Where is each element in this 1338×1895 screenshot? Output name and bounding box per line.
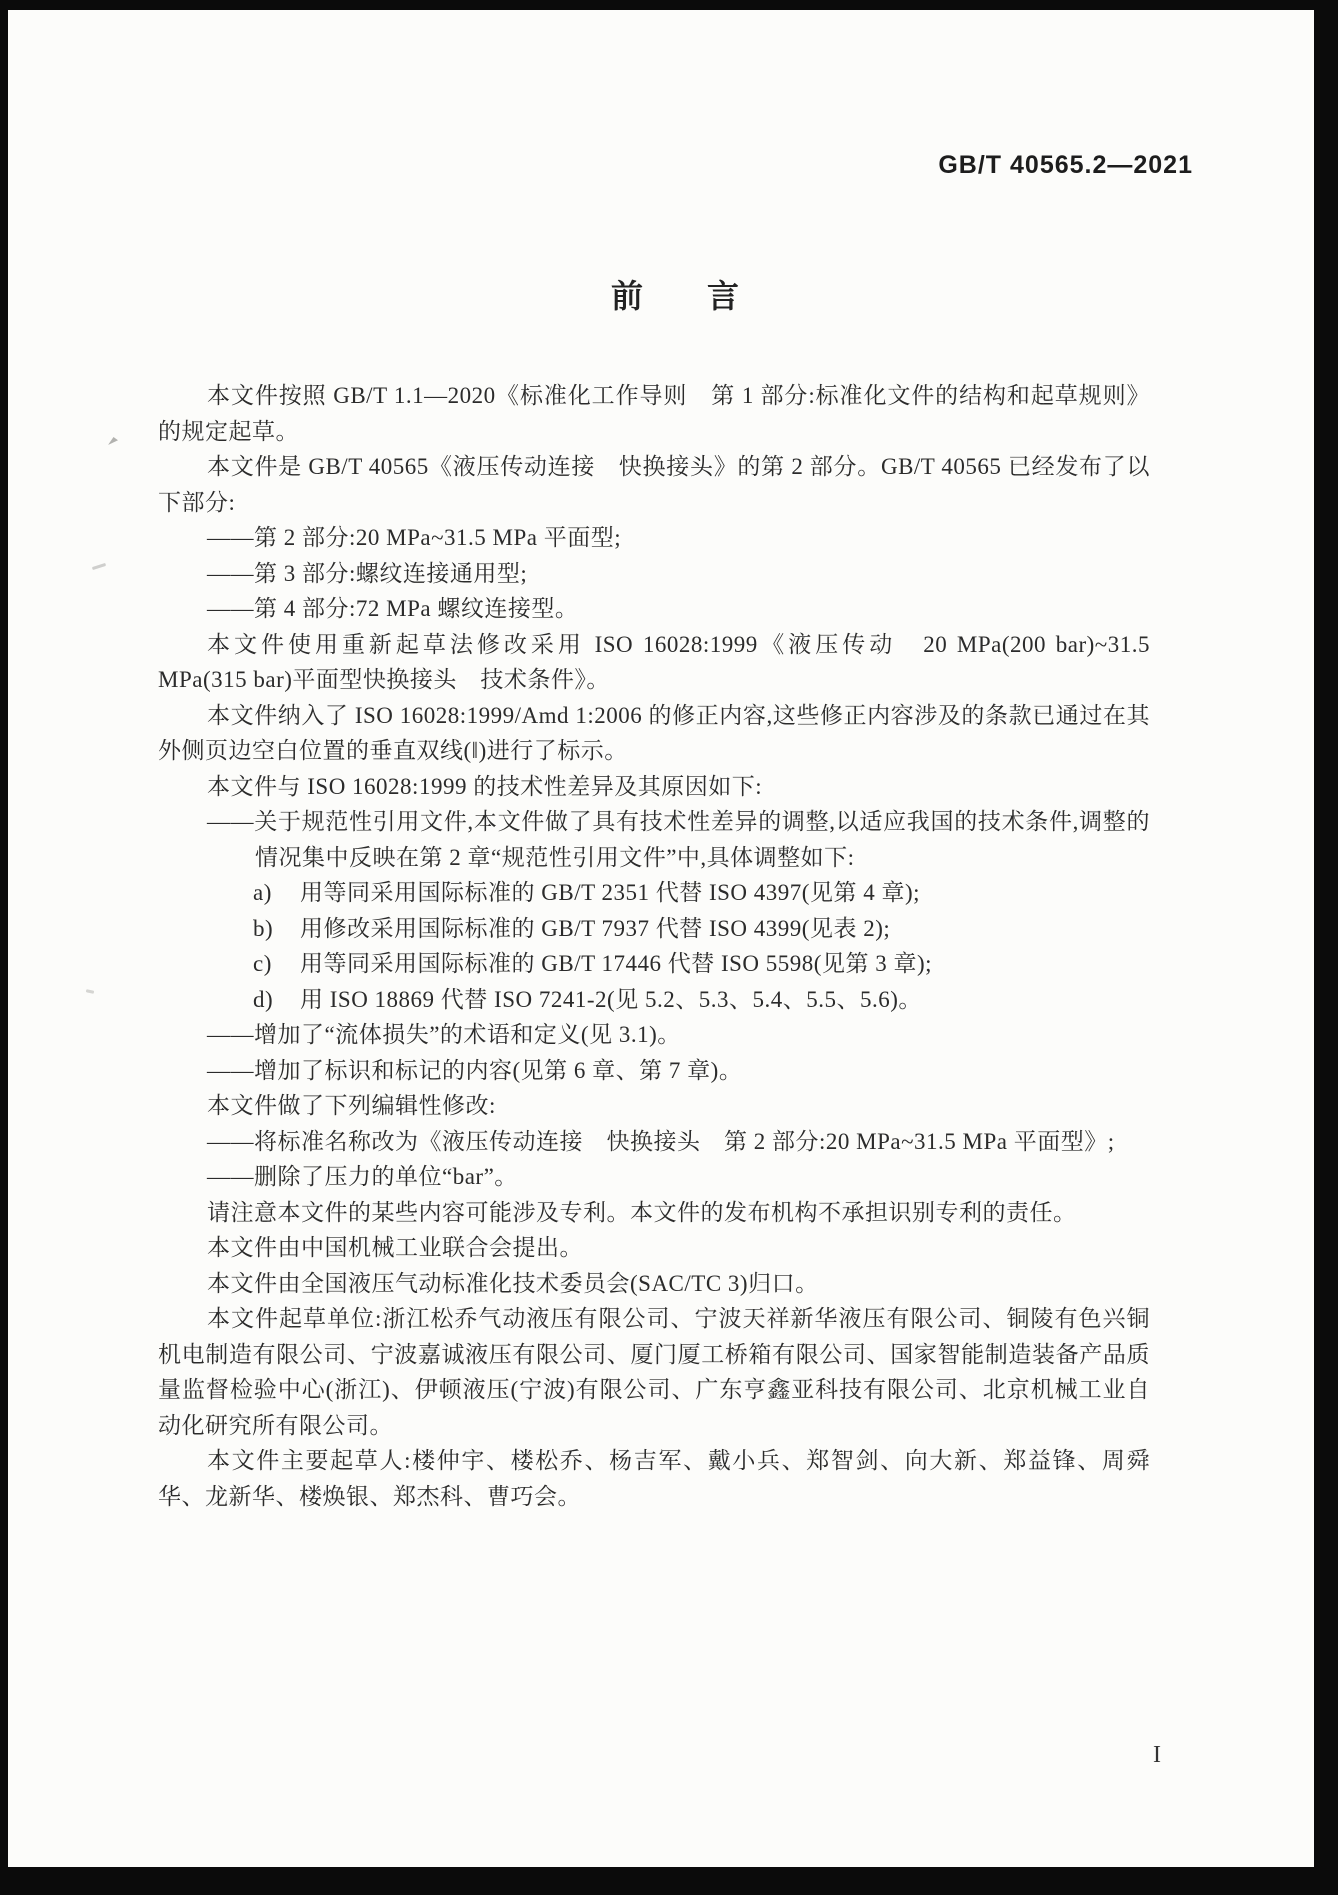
document-body (158, 378, 1150, 1514)
standard-code: GB/T 40565.2—2021 (938, 151, 1193, 179)
letter-list-item (158, 875, 1150, 911)
page-title: 前 言 (610, 278, 739, 314)
list-item-text: 用修改采用国际标准的 GB/T 7937 代替 ISO 4399(见表 2); (300, 915, 891, 941)
dash-list-item: ——增加了标识和标记的内容(见第 6 章、第 7 章)。 (207, 1057, 743, 1083)
paragraph: 本文件由全国液压气动标准化技术委员会(SAC/TC 3)归口。 (207, 1270, 819, 1296)
list-item-label: b) (253, 915, 274, 941)
paragraph: 本文件主要起草人:楼仲宇、楼松乔、杨吉军、戴小兵、郑智剑、向大新、郑益锋、周舜华、龙新华、楼焕银、郑杰科、曹巧会。 (158, 1448, 1150, 1509)
list-item-text: 用等同采用国际标准的 GB/T 17446 代替 ISO 5598(见第 3 章); (300, 951, 932, 976)
paragraph: 请注意本文件的某些内容可能涉及专利。本文件的发布机构不承担识别专利的责任。 (207, 1199, 1077, 1225)
dash-list-item: ——删除了压力的单位“bar”。 (207, 1164, 518, 1189)
paragraph: 本文件是 GB/T 40565《液压传动连接 快换接头》的第 2 部分。GB/T 40565 已经发布了以下部分: (158, 454, 1150, 515)
page-number: I (1153, 1742, 1161, 1768)
list-item-text: 用等同采用国际标准的 GB/T 2351 代替 ISO 4397(见第 4 章); (300, 880, 920, 905)
dash-list-item: ——关于规范性引用文件,本文件做了具有技术性差异的调整,以适应我国的技术条件,调整的情况集中反映在第 2 章“规范性引用文件”中,具体调整如下: (207, 809, 1150, 870)
dash-list-item: ——第 3 部分:螺纹连接通用型; (207, 560, 528, 586)
dash-list-item: ——第 2 部分:20 MPa~31.5 MPa 平面型; (207, 525, 622, 550)
paragraph: 本文件由中国机械工业联合会提出。 (207, 1235, 583, 1260)
letter-list-item (158, 982, 1150, 1018)
letter-list-item (158, 911, 1150, 947)
list-item-text: 用 ISO 18869 代替 ISO 7241-2(见 5.2、5.3、5.4、5.5、5.6)。 (300, 986, 922, 1012)
paragraph: 本文件与 ISO 16028:1999 的技术性差异及其原因如下: (207, 773, 763, 799)
scan-speck (86, 989, 94, 994)
paragraph: 本文件按照 GB/T 1.1—2020《标准化工作导则 第 1 部分:标准化文件的结构和起草规则》的规定起草。 (158, 383, 1150, 444)
dash-list-item: ——第 4 部分:72 MPa 螺纹连接型。 (207, 596, 579, 621)
paragraph: 本文件做了下列编辑性修改: (207, 1093, 496, 1118)
paragraph: 本文件使用重新起草法修改采用 ISO 16028:1999《液压传动 20 MPa(200 bar)~31.5 MPa(315 bar)平面型快换接头 技术条件》。 (158, 631, 1150, 692)
paragraph: 本文件纳入了 ISO 16028:1999/Amd 1:2006 的修正内容,这些修正内容涉及的条款已通过在其外侧页边空白位置的垂直双线(‖)进行了标示。 (158, 702, 1150, 763)
document-page (8, 10, 1314, 1867)
scan-speck (108, 437, 118, 445)
paragraph: 本文件起草单位:浙江松乔气动液压有限公司、宁波天祥新华液压有限公司、铜陵有色兴铜机电制造有限公司、宁波嘉诚液压有限公司、厦门厦工桥箱有限公司、国家智能制造装备产品质量监督检验中心(浙江)、伊顿液压(宁波)有限公司、广东亨鑫亚科技有限公司、北京机械工业自动化研究所有限公司。 (158, 1306, 1150, 1438)
list-item-label: c) (253, 951, 272, 976)
list-item-label: a) (253, 880, 272, 905)
list-item-label: d) (253, 986, 274, 1012)
dash-list-item: ——将标准名称改为《液压传动连接 快换接头 第 2 部分:20 MPa~31.5 MPa 平面型》; (207, 1128, 1115, 1154)
letter-list-item (158, 946, 1150, 982)
scan-speck (92, 563, 106, 570)
dash-list-item: ——增加了“流体损失”的术语和定义(见 3.1)。 (207, 1022, 681, 1047)
